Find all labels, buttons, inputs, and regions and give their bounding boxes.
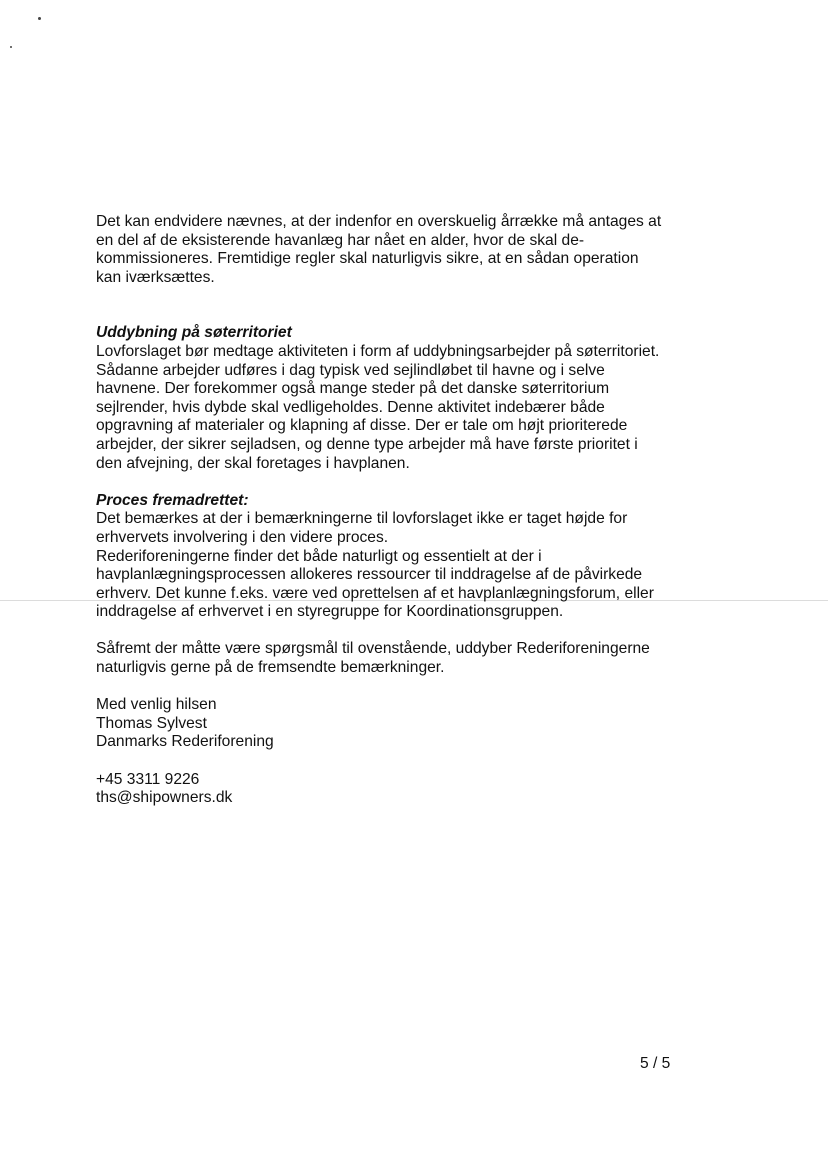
text-line: Lovforslaget bør medtage aktiviteten i form af uddybningsarbejder på søterritoriet. bbox=[96, 342, 660, 360]
scan-speck bbox=[38, 17, 41, 20]
email-address: ths@shipowners.dk bbox=[96, 789, 233, 807]
greeting: Med venlig hilsen bbox=[96, 696, 217, 714]
intro-paragraph bbox=[96, 213, 696, 287]
text-line: kan iværksættes. bbox=[96, 268, 215, 286]
scan-speck bbox=[10, 46, 12, 48]
text-line: Såfremt der måtte være spørgsmål til ovenstående, uddyber Rederiforeningerne bbox=[96, 640, 650, 658]
signer-name: Thomas Sylvest bbox=[96, 714, 207, 732]
text-line: naturligvis gerne på de fremsendte bemærkninger. bbox=[96, 659, 445, 677]
section-heading: Uddybning på søterritoriet bbox=[96, 324, 292, 342]
process-section bbox=[96, 492, 696, 622]
text-line: Det bemærkes at der i bemærkningerne til lovforslaget ikke er taget højde for bbox=[96, 510, 628, 528]
text-line: arbejder, der sikrer sejladsen, og denne type arbejder må have første prioritet i bbox=[96, 435, 638, 453]
signature-block bbox=[96, 696, 696, 752]
text-line: opgravning af materialer og klapning af disse. Der er tale om højt prioriterede bbox=[96, 417, 628, 435]
text-line: en del af de eksisterende havanlæg har nået en alder, hvor de skal de- bbox=[96, 231, 585, 249]
text-line: Rederiforeningerne finder det både naturligt og essentielt at der i bbox=[96, 547, 542, 565]
phone-number: +45 3311 9226 bbox=[96, 770, 200, 788]
dredging-section bbox=[96, 324, 696, 473]
page-number: 5 / 5 bbox=[640, 1055, 671, 1072]
text-line: Sådanne arbejder udføres i dag typisk ved sejlindløbet til havne og i selve bbox=[96, 361, 605, 379]
letter-body bbox=[96, 213, 696, 808]
text-line: havnene. Der forekommer også mange steder på det danske søterritorium bbox=[96, 380, 610, 398]
closing-paragraph bbox=[96, 640, 696, 677]
text-line: kommissioneres. Fremtidige regler skal naturligvis sikre, at en sådan operation bbox=[96, 250, 639, 268]
text-line: havplanlægningsprocessen allokeres ressourcer til inddragelse af de påvirkede bbox=[96, 566, 643, 584]
text-line: inddragelse af erhvervet i en styregruppe for Koordinationsgruppen. bbox=[96, 603, 564, 621]
text-line: den afvejning, der skal foretages i havplanen. bbox=[96, 454, 410, 472]
section-heading: Proces fremadrettet: bbox=[96, 491, 249, 509]
contact-block bbox=[96, 771, 696, 808]
text-line: Det kan endvidere nævnes, at der indenfor en overskuelig årrække må antages at bbox=[96, 213, 662, 230]
text-line: erhvervets involvering i den videre proces. bbox=[96, 528, 389, 546]
text-line: erhverv. Det kunne f.eks. være ved oprettelsen af et havplanlægningsforum, eller bbox=[96, 584, 654, 602]
text-line: sejlrender, hvis dybde skal vedligeholdes. Denne aktivitet indebærer både bbox=[96, 398, 605, 416]
organization-name: Danmarks Rederiforening bbox=[96, 733, 274, 751]
